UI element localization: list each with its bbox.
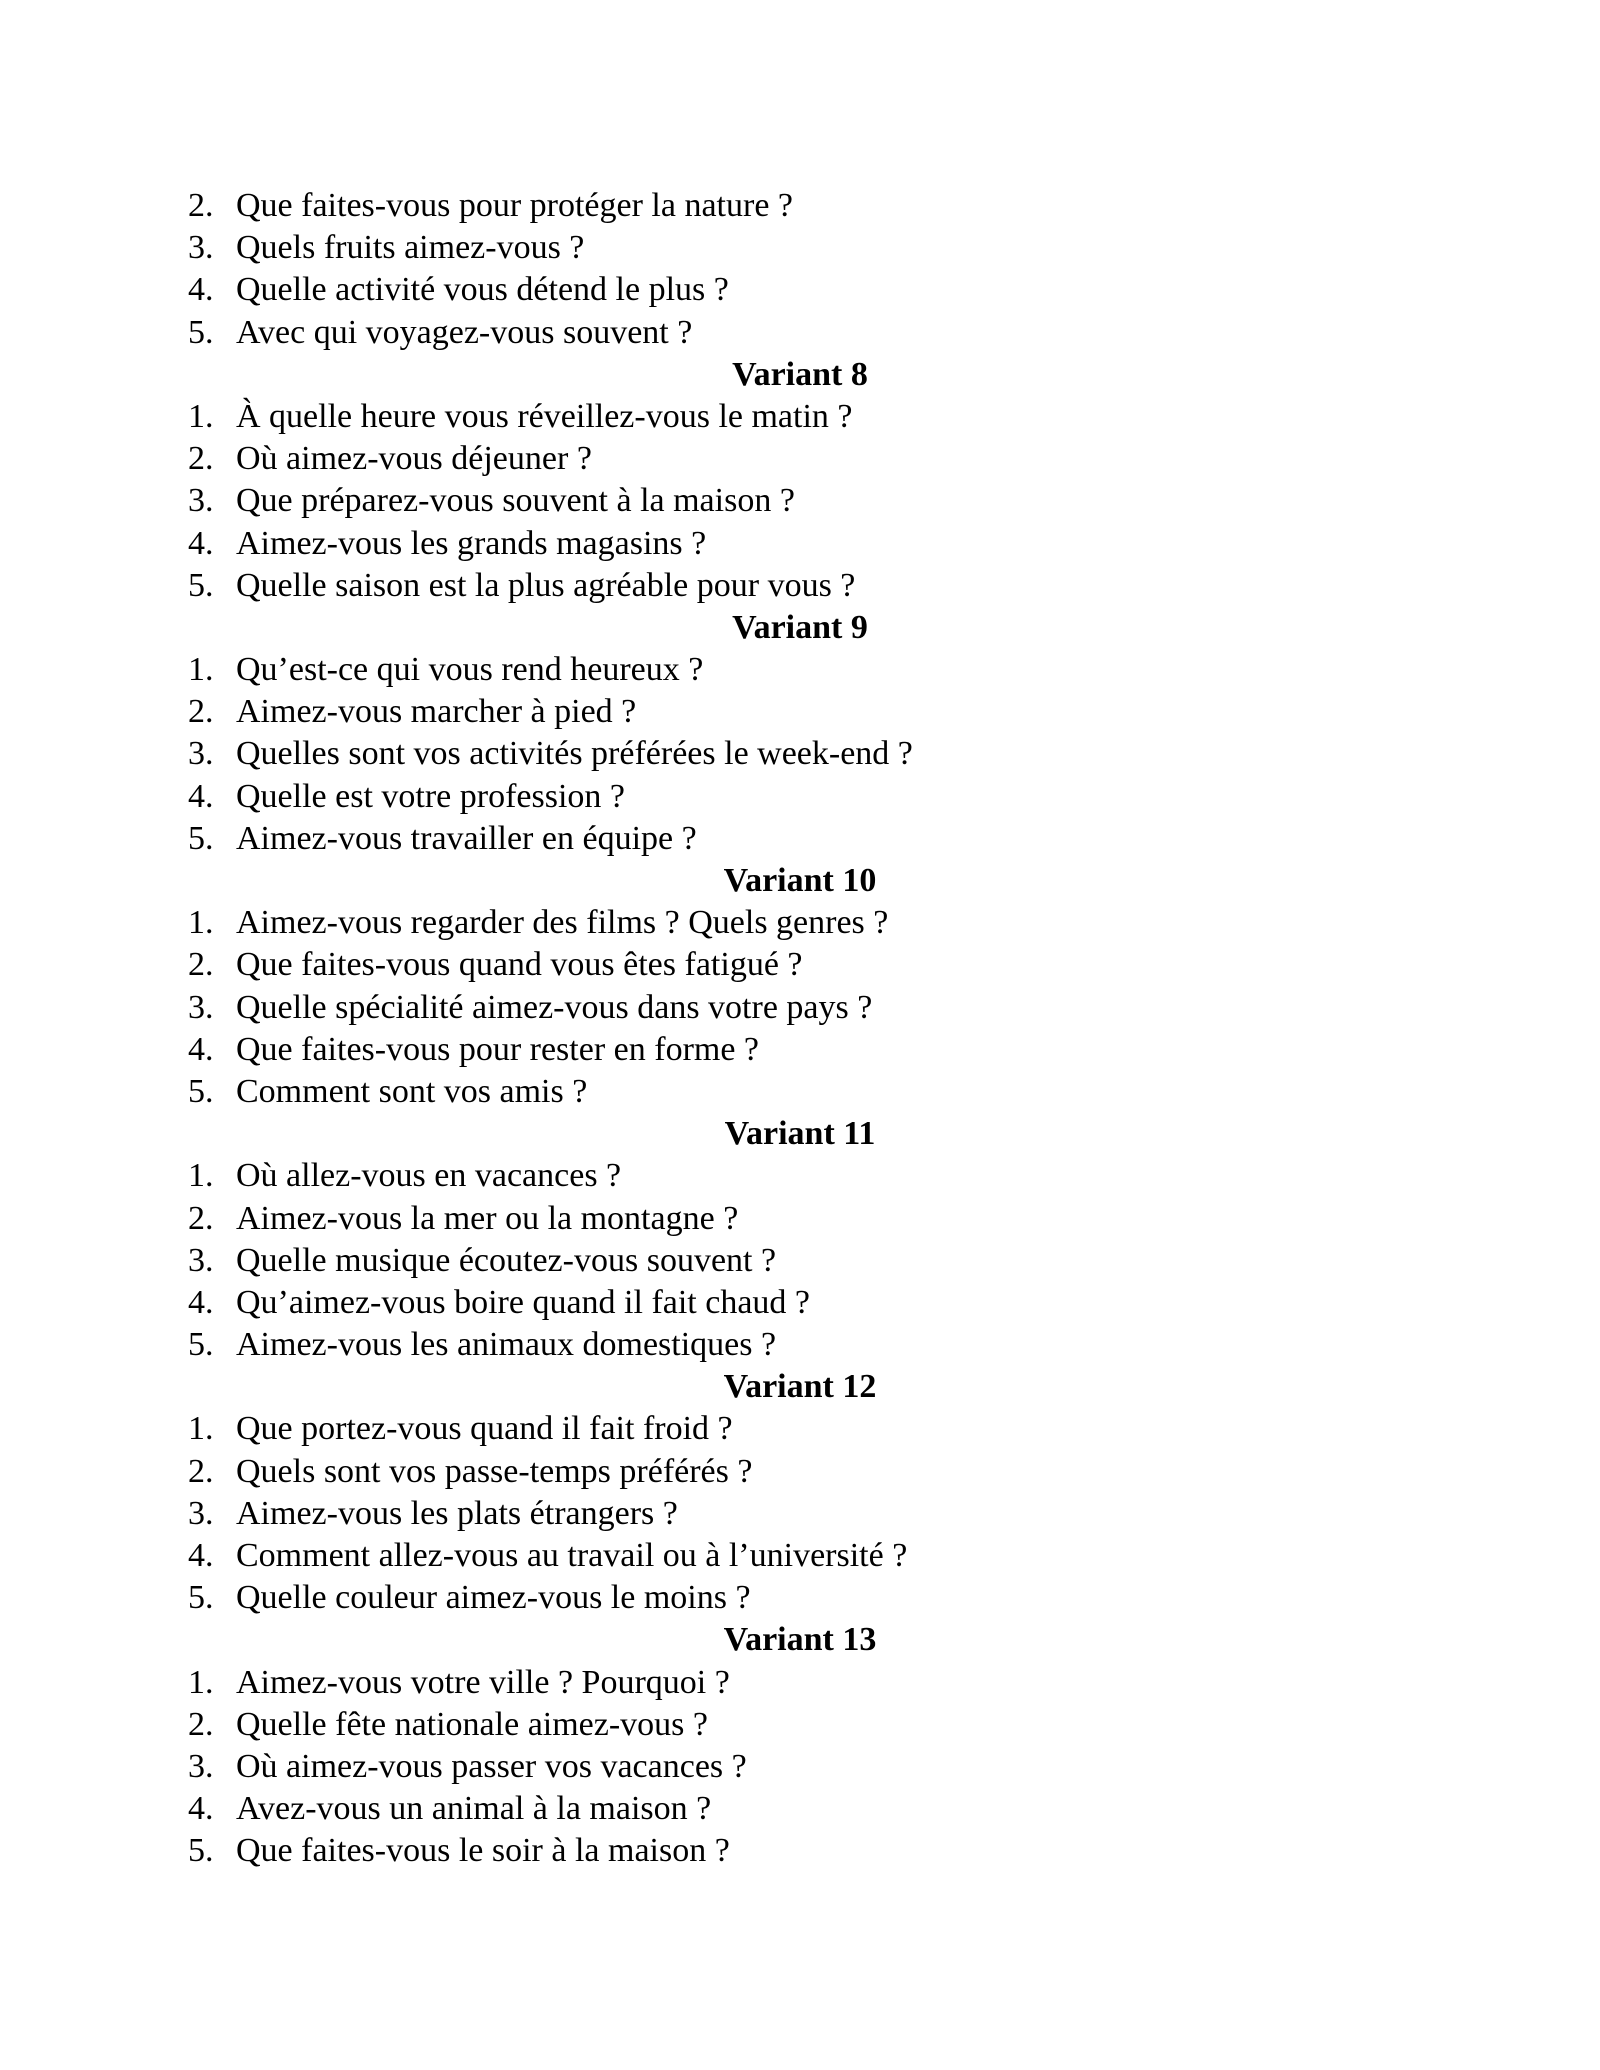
item-number: 4. [188, 1790, 214, 1828]
variant-heading: Variant 12 [723, 1368, 877, 1406]
item-text: Aimez-vous votre ville ? Pourquoi ? [236, 1663, 730, 1701]
item-text: Que préparez-vous souvent à la maison ? [236, 482, 795, 520]
item-text: Quelle fête nationale aimez-vous ? [236, 1705, 708, 1743]
list-item [188, 691, 1408, 733]
question-list [188, 185, 1408, 1873]
item-text: Où aimez-vous déjeuner ? [236, 440, 592, 478]
item-number: 1. [188, 397, 214, 435]
list-item [188, 312, 1408, 354]
item-text: Aimez-vous marcher à pied ? [236, 693, 637, 731]
item-text: Quelle musique écoutez-vous souvent ? [236, 1241, 777, 1279]
item-number: 5. [188, 1326, 214, 1364]
list-item [188, 1240, 1408, 1282]
item-number: 2. [188, 1452, 214, 1490]
list-item [188, 1788, 1408, 1830]
item-number: 3. [188, 1494, 214, 1532]
item-text: Quelle activité vous détend le plus ? [236, 271, 729, 309]
item-text: À quelle heure vous réveillez-vous le matin ? [236, 397, 853, 435]
item-text: Aimez-vous regarder des films ? Quels genres ? [236, 904, 889, 942]
item-number: 3. [188, 1241, 214, 1279]
item-number: 5. [188, 566, 214, 604]
list-item [188, 227, 1408, 269]
item-number: 3. [188, 735, 214, 773]
item-number: 4. [188, 524, 214, 562]
item-text: Que portez-vous quand il fait froid ? [236, 1410, 733, 1448]
item-number: 1. [188, 651, 214, 689]
item-text: Quels fruits aimez-vous ? [236, 229, 585, 267]
item-text: Aimez-vous les animaux domestiques ? [236, 1326, 777, 1364]
list-item [188, 1493, 1408, 1535]
item-number: 5. [188, 1832, 214, 1870]
list-item [188, 1071, 1408, 1113]
item-text: Aimez-vous les grands magasins ? [236, 524, 707, 562]
list-item [188, 1662, 1408, 1704]
item-text: Où allez-vous en vacances ? [236, 1157, 622, 1195]
item-number: 4. [188, 271, 214, 309]
item-number: 4. [188, 1030, 214, 1068]
list-item [188, 1535, 1408, 1577]
list-item [188, 649, 1408, 691]
item-number: 4. [188, 777, 214, 815]
list-item [188, 565, 1408, 607]
list-item [188, 438, 1408, 480]
list-item [188, 185, 1408, 227]
item-text: Qu’aimez-vous boire quand il fait chaud ? [236, 1283, 811, 1321]
item-number: 3. [188, 229, 214, 267]
item-number: 5. [188, 1072, 214, 1110]
item-number: 2. [188, 187, 214, 224]
item-number: 3. [188, 1747, 214, 1785]
item-number: 2. [188, 946, 214, 984]
list-item [188, 523, 1408, 565]
item-number: 1. [188, 904, 214, 942]
list-item [188, 1029, 1408, 1071]
item-text: Quelles sont vos activités préférées le week-end ? [236, 735, 913, 773]
item-text: Comment sont vos amis ? [236, 1072, 588, 1110]
item-text: Quelle saison est la plus agréable pour vous ? [236, 566, 856, 604]
item-number: 2. [188, 1705, 214, 1743]
list-item [188, 987, 1408, 1029]
list-item [188, 1155, 1408, 1197]
item-number: 2. [188, 440, 214, 478]
item-text: Qu’est-ce qui vous rend heureux ? [236, 651, 704, 689]
item-number: 5. [188, 1579, 214, 1617]
item-text: Quelle est votre profession ? [236, 777, 625, 815]
item-number: 1. [188, 1663, 214, 1701]
item-number: 5. [188, 313, 214, 351]
item-number: 3. [188, 988, 214, 1026]
list-item [188, 1324, 1408, 1366]
list-item [188, 902, 1408, 944]
item-number: 2. [188, 1199, 214, 1237]
list-item [188, 1746, 1408, 1788]
list-item [188, 733, 1408, 775]
list-item [188, 1408, 1408, 1450]
item-text: Quels sont vos passe-temps préférés ? [236, 1452, 753, 1490]
list-item [188, 1830, 1408, 1872]
item-text: Que faites-vous quand vous êtes fatigué ? [236, 946, 803, 984]
variant-heading: Variant 13 [723, 1621, 877, 1659]
variant-heading: Variant 10 [723, 862, 877, 899]
item-text: Quelle spécialité aimez-vous dans votre pays ? [236, 988, 873, 1026]
item-number: 4. [188, 1537, 214, 1574]
list-item [188, 944, 1408, 986]
item-number: 3. [188, 482, 214, 520]
item-text: Que faites-vous le soir à la maison ? [236, 1832, 730, 1870]
item-text: Avec qui voyagez-vous souvent ? [236, 313, 693, 351]
list-item [188, 776, 1408, 818]
item-number: 4. [188, 1283, 214, 1321]
list-item [188, 1198, 1408, 1240]
variant-heading: Variant 11 [724, 1115, 876, 1153]
item-text: Que faites-vous pour rester en forme ? [236, 1030, 760, 1068]
list-item [188, 1577, 1408, 1619]
item-text: Aimez-vous travailler en équipe ? [236, 819, 697, 857]
item-text: Avez-vous un animal à la maison ? [236, 1790, 712, 1828]
list-item [188, 1704, 1408, 1746]
item-text: Que faites-vous pour protéger la nature ? [236, 187, 793, 224]
variant-heading: Variant 8 [732, 355, 868, 393]
item-number: 1. [188, 1157, 214, 1195]
item-text: Où aimez-vous passer vos vacances ? [236, 1747, 747, 1785]
item-text: Quelle couleur aimez-vous le moins ? [236, 1579, 751, 1617]
list-item [188, 1282, 1408, 1324]
list-item [188, 396, 1408, 438]
list-item [188, 480, 1408, 522]
item-number: 2. [188, 693, 214, 731]
item-number: 5. [188, 819, 214, 857]
list-item [188, 818, 1408, 860]
item-number: 1. [188, 1410, 214, 1448]
item-text: Comment allez-vous au travail ou à l’université ? [236, 1537, 908, 1574]
list-item [188, 1451, 1408, 1493]
item-text: Aimez-vous la mer ou la montagne ? [236, 1199, 739, 1237]
variant-heading: Variant 9 [732, 608, 868, 646]
list-item [188, 269, 1408, 311]
item-text: Aimez-vous les plats étrangers ? [236, 1494, 678, 1532]
